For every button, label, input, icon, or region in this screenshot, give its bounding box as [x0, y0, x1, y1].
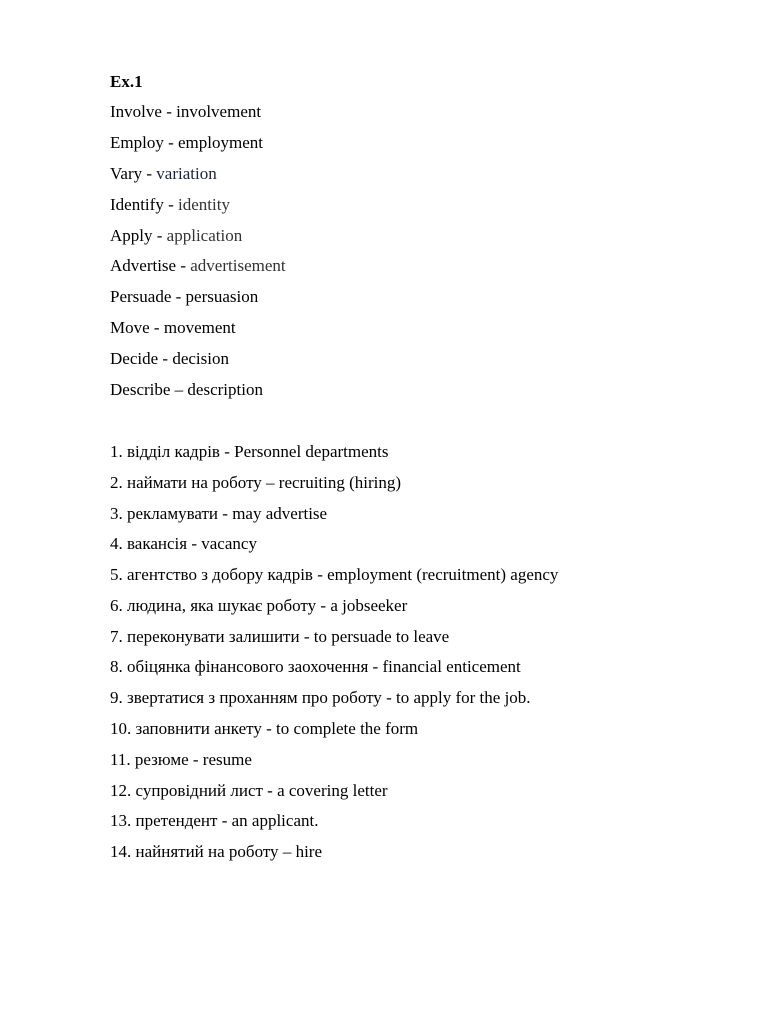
separator: – [278, 842, 296, 862]
english-term: a covering letter [277, 780, 388, 800]
english-term: recruiting (hiring) [278, 472, 402, 492]
english-term: hire [295, 842, 322, 862]
base-word: Vary [110, 163, 143, 183]
item-number: 8. [110, 657, 123, 677]
separator: - [163, 194, 178, 214]
ukrainian-term: агентство з добору кадрів [127, 565, 313, 585]
item-number: 2. [110, 472, 123, 492]
item-number: 9. [110, 688, 123, 708]
derived-word: involvement [176, 102, 262, 121]
base-word: Move [110, 318, 150, 338]
translation-item [110, 745, 750, 776]
translation-item [110, 806, 750, 837]
english-term: resume [202, 749, 252, 769]
translation-item [110, 714, 750, 745]
separator: - [171, 287, 186, 307]
document-content [110, 66, 750, 868]
item-number: 12. [110, 780, 132, 800]
english-term: financial enticement [382, 657, 521, 677]
word-pair [110, 282, 750, 313]
base-word: Describe [110, 380, 171, 400]
separator: - [142, 163, 157, 183]
ukrainian-term: людина, яка шукає роботу [127, 595, 317, 615]
word-pair [110, 128, 750, 159]
item-number: 6. [110, 595, 123, 615]
ukrainian-term: найнятий на роботу [135, 842, 279, 862]
english-term: an applicant. [231, 811, 319, 831]
ukrainian-term: відділ кадрів [127, 441, 220, 461]
translation-item [110, 837, 750, 868]
item-number: 10. [110, 719, 132, 739]
separator: - [219, 441, 235, 461]
ukrainian-term: звертатися з проханням про роботу [127, 688, 382, 708]
base-word: Identify [110, 194, 164, 214]
ukrainian-term: супровідний лист [135, 780, 263, 800]
base-word: Involve [110, 102, 162, 121]
ukrainian-term: рекламувати [127, 503, 219, 523]
word-pair [110, 159, 750, 190]
word-pair [110, 375, 750, 406]
word-pair [110, 190, 750, 221]
separator: - [188, 749, 203, 769]
word-pair-list [110, 97, 750, 406]
base-word: Apply [110, 225, 153, 245]
separator: – [261, 472, 279, 492]
derived-word: persuasion [185, 287, 259, 307]
separator: - [316, 595, 331, 615]
english-term: to apply for the job. [395, 688, 531, 708]
separator: – [170, 380, 188, 400]
separator: - [152, 225, 167, 245]
item-number: 1. [110, 441, 123, 461]
ukrainian-term: переконувати залишити [127, 626, 300, 646]
translation-item [110, 499, 750, 530]
separator: - [149, 318, 164, 338]
item-number: 14. [110, 842, 132, 862]
separator: - [163, 132, 179, 152]
ukrainian-term: заповнити анкету [135, 719, 262, 739]
word-pair [110, 313, 750, 344]
english-term: employment (recruitment) agency [327, 565, 559, 585]
translation-item [110, 652, 750, 683]
english-term: Personnel departments [234, 441, 389, 461]
translation-item [110, 776, 750, 807]
translation-item [110, 591, 750, 622]
item-number: 4. [110, 534, 123, 554]
base-word: Decide [110, 349, 159, 369]
word-pair [110, 344, 750, 375]
word-pair [110, 97, 750, 128]
english-term: to persuade to leave [313, 626, 450, 646]
derived-word: description [187, 380, 263, 400]
ukrainian-term: обіцянка фінансового заохочення [127, 657, 369, 677]
separator: - [187, 534, 202, 554]
english-term: to complete the form [276, 719, 419, 739]
word-pair [110, 251, 750, 282]
derived-word: application [166, 225, 243, 245]
separator: - [381, 688, 396, 708]
separator: - [262, 780, 278, 800]
translation-item [110, 622, 750, 653]
base-word: Persuade [110, 287, 172, 307]
english-term: a jobseeker [330, 595, 408, 615]
ukrainian-term: вакансія [127, 534, 188, 554]
separator: - [161, 102, 177, 121]
translation-item [110, 683, 750, 714]
separator: - [218, 503, 233, 523]
separator: - [176, 256, 191, 276]
item-number: 7. [110, 626, 123, 646]
separator: - [158, 349, 173, 369]
separator: - [299, 626, 314, 646]
exercise-title: Ex.1 [110, 72, 143, 91]
ukrainian-term: претендент [135, 811, 218, 831]
item-number: 13. [110, 811, 132, 831]
separator: - [312, 565, 328, 585]
separator: - [217, 811, 232, 831]
derived-word: variation [156, 163, 217, 183]
translation-item [110, 529, 750, 560]
derived-word: decision [172, 349, 229, 369]
derived-word: movement [163, 318, 236, 338]
english-term: may advertise [232, 503, 328, 523]
ukrainian-term: наймати на роботу [127, 472, 262, 492]
ukrainian-term: резюме [134, 749, 189, 769]
item-number: 11. [110, 749, 131, 769]
english-term: vacancy [201, 534, 257, 554]
translation-item [110, 560, 750, 591]
word-pair [110, 221, 750, 252]
derived-word: employment [178, 132, 263, 152]
base-word: Employ [110, 132, 164, 152]
translation-list [110, 437, 750, 868]
derived-word: advertisement [190, 256, 286, 276]
item-number: 5. [110, 565, 123, 585]
item-number: 3. [110, 503, 123, 523]
separator: - [261, 719, 277, 739]
derived-word: identity [178, 194, 230, 214]
translation-item [110, 468, 750, 499]
paragraph-gap [110, 406, 750, 437]
translation-item [110, 437, 750, 468]
separator: - [368, 657, 383, 677]
base-word: Advertise [110, 256, 177, 276]
